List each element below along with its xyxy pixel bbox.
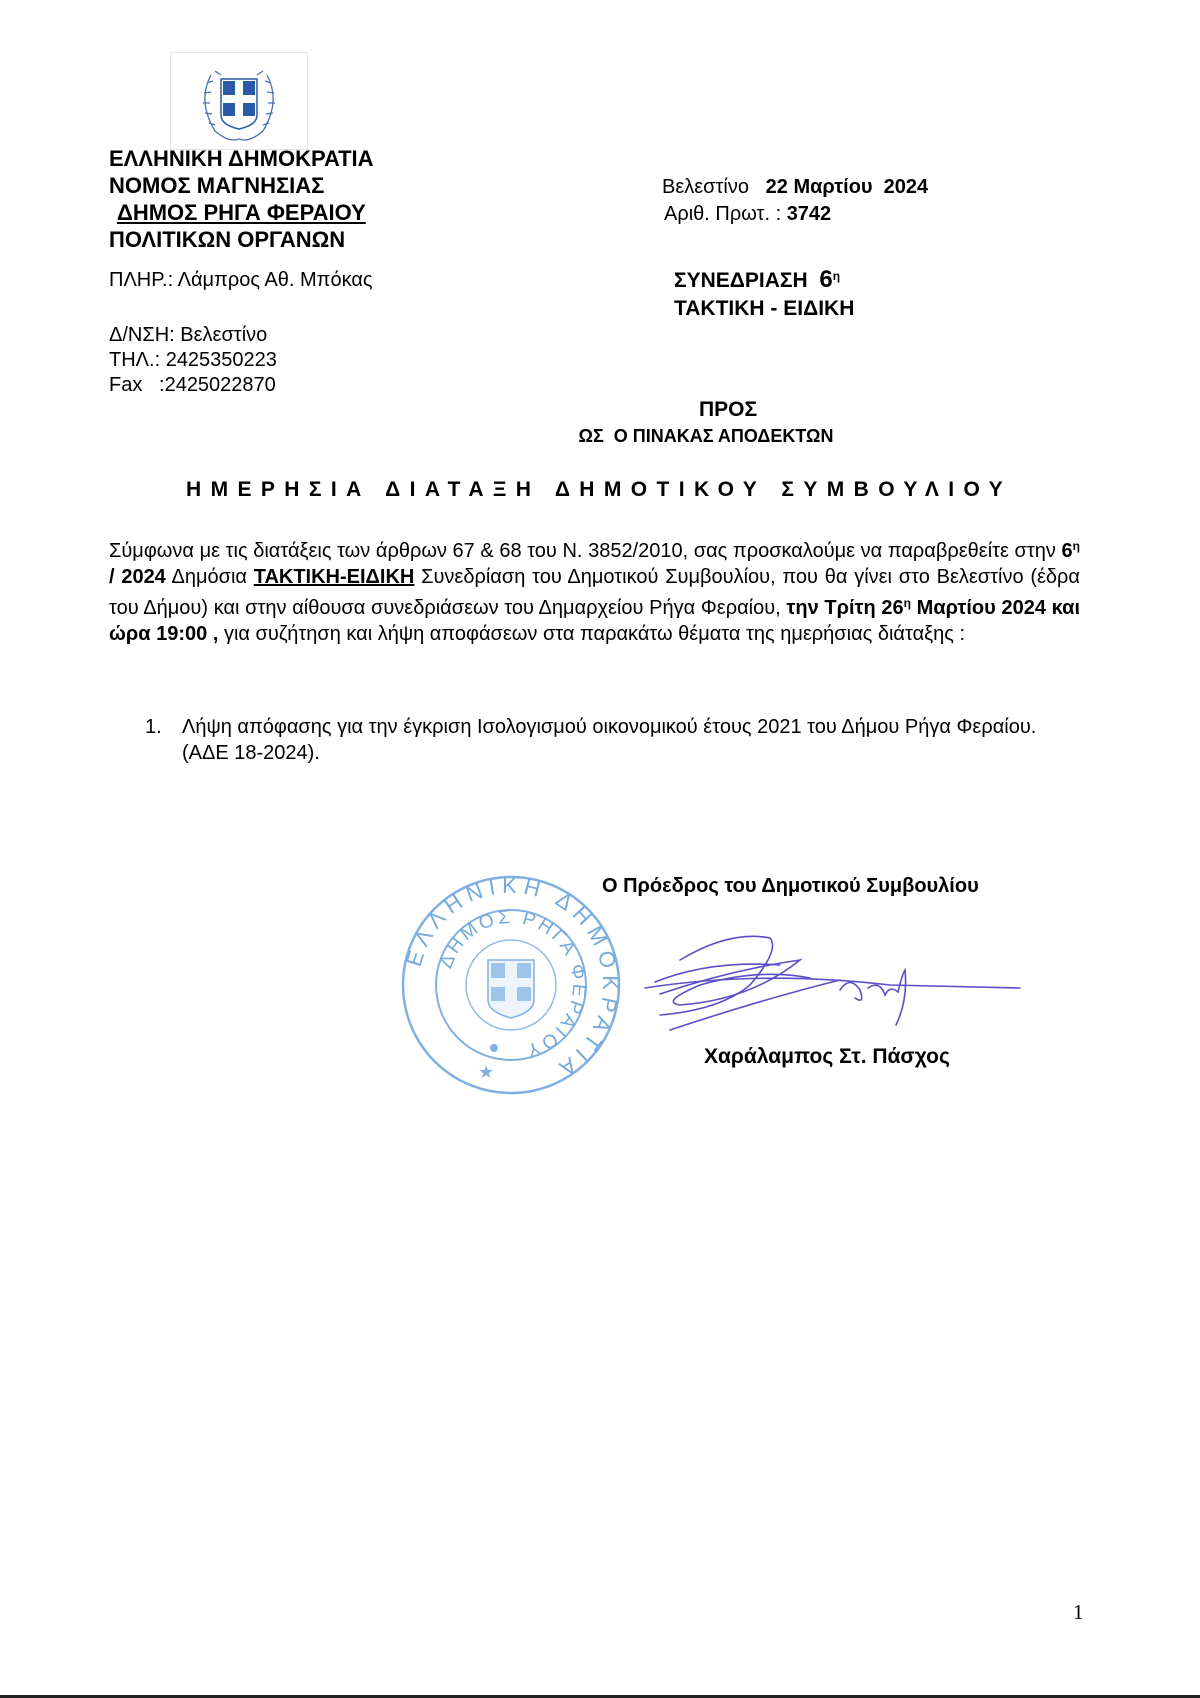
stamp-outer-text: ΕΛΛΗΝΙΚΗ ΔΗΜΟΚΡΑΤΙΑ	[400, 872, 624, 1085]
para-text-1: Σύμφωνα με τις διατάξεις των άρθρων 67 & 68 του Ν. 3852/2010, σας προσκαλούμε να παραβρεθείτε στην	[109, 540, 1062, 562]
protocol-line	[664, 201, 831, 227]
place: Βελεστίνο	[662, 176, 749, 198]
header-line-department: ΠΟΛΙΤΙΚΩΝ ΟΡΓΑΝΩΝ	[109, 227, 346, 252]
date: 22 Μαρτίου 2024	[765, 176, 929, 198]
recipients-subtitle: ΩΣ Ο ΠΙΝΑΚΑΣ ΑΠΟΔΕΚΤΩΝ	[578, 426, 834, 446]
invitation-paragraph	[109, 533, 1080, 647]
session-number: 6	[819, 266, 833, 293]
session-block	[674, 262, 854, 323]
agenda-item-number: 1.	[145, 716, 162, 738]
stamp-inner-text: ΔΗΜΟΣ ΡΗΓΑ ΦΕΡΑΙΟΥ	[435, 906, 590, 1062]
agenda-title: ΗΜΕΡΗΣΙΑ ΔΙΑΤΑΞΗ ΔΗΜΟΤΙΚΟΥ ΣΥΜΒΟΥΛΙΟΥ	[186, 478, 1013, 501]
session-label: ΣΥΝΕΔΡΙΑΣΗ	[674, 269, 808, 292]
para-text-2: Δημόσια	[165, 566, 254, 588]
session-type-ref: ΤΑΚΤΙΚΗ-ΕΙΔΙΚΗ	[253, 566, 415, 588]
fax: Fax :2425022870	[109, 374, 276, 396]
address: Δ/ΝΣΗ: Βελεστίνο	[109, 324, 268, 346]
header-line-municipality: ΔΗΜΟΣ ΡΗΓΑ ΦΕΡΑΙΟΥ	[117, 200, 366, 225]
session-ref-number: 6	[1061, 540, 1073, 562]
phone: ΤΗΛ.: 2425350223	[109, 349, 277, 371]
session-ref-year: / 2024	[109, 566, 166, 588]
header-line-republic: ΕΛΛΗΝΙΚΗ ΔΗΜΟΚΡΑΤΙΑ	[109, 146, 374, 171]
agenda-item-text: Λήψη απόφασης για την έγκριση Ισολογισμού οικονομικού έτους 2021 του Δήμου Ρήγα Φεραίου. (ΑΔΕ 18-2024).	[182, 716, 1037, 764]
para-text-3: Συνεδρίαση του Δημοτικού Συμβουλίου, που θα γίνει στο Βελεστίνο (έδρα του Δήμου) και στην αίθουσα συνεδριάσεων του Δημαρχείου Ρήγα Φεραίου,	[109, 566, 1080, 619]
date-line	[662, 174, 928, 200]
signatory-role: Ο Πρόεδρος του Δημοτικού Συμβουλίου	[602, 875, 979, 897]
meeting-time: Μαρτίου 2024 και ώρα 19:00 ,	[109, 597, 1081, 645]
signatory-name: Χαράλαμπος Στ. Πάσχος	[704, 1045, 950, 1068]
official-stamp	[398, 872, 624, 1098]
header-line-prefecture: ΝΟΜΟΣ ΜΑΓΝΗΣΙΑΣ	[109, 173, 325, 198]
agenda-item	[145, 714, 1080, 766]
meeting-day-suffix: η	[903, 596, 911, 610]
protocol-label: Αριθ. Πρωτ. :	[664, 203, 782, 225]
handwritten-signature	[640, 930, 1030, 1040]
protocol-number: 3742	[786, 203, 832, 225]
session-suffix: η	[832, 269, 841, 283]
greek-coat-of-arms-icon	[171, 53, 307, 149]
municipal-stamp-icon	[398, 872, 624, 1098]
page-number: 1	[1073, 1600, 1084, 1624]
svg-text:★: ★	[478, 1062, 495, 1083]
meeting-day: την Τρίτη 26	[786, 597, 904, 619]
session-ref-suffix: η	[1072, 539, 1080, 553]
session-type: ΤΑΚΤΙΚΗ - ΕΙΔΙΚΗ	[674, 297, 855, 320]
emblem-frame	[170, 52, 308, 150]
signature-scribble-icon	[640, 930, 1030, 1040]
info-person: ΠΛΗΡ.: Λάμπρος Αθ. Μπόκας	[109, 269, 373, 291]
para-text-4: για συζήτηση και λήψη αποφάσεων στα παρακάτω θέματα της ημερήσιας διάταξης :	[218, 623, 966, 645]
issuer-header	[109, 145, 374, 253]
recipients-title: ΠΡΟΣ	[698, 398, 758, 421]
